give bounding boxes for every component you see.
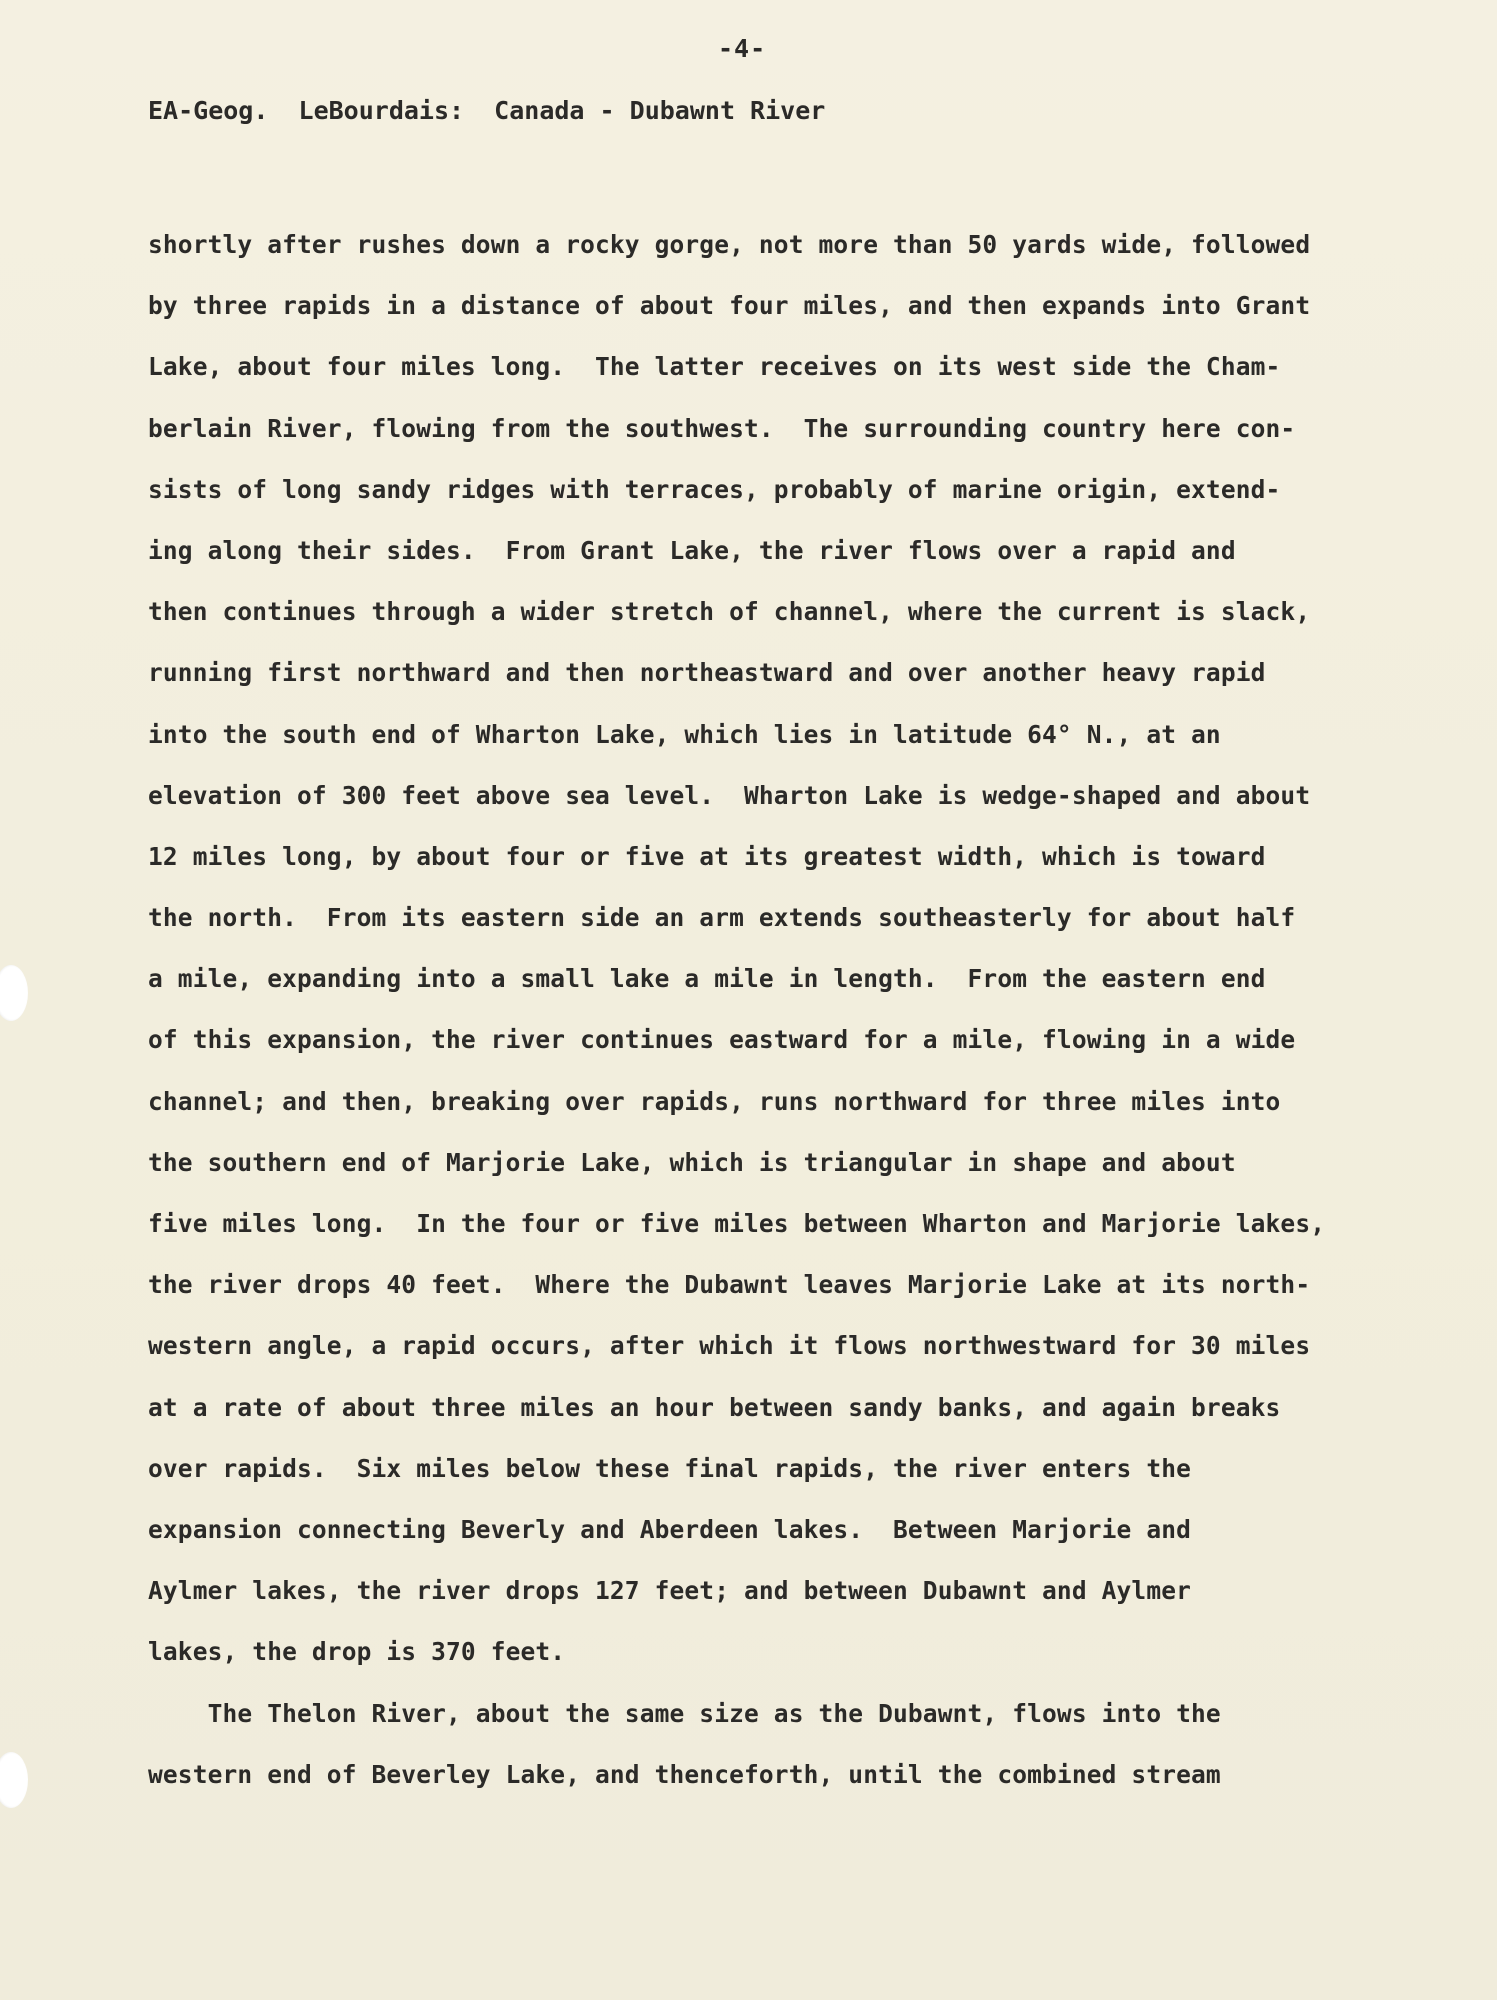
text-line: Lake, about four miles long. The latter receives on its west side the Cham- xyxy=(148,352,1281,382)
text-line: five miles long. In the four or five miles between Wharton and Marjorie lakes, xyxy=(148,1209,1326,1238)
text-line: western end of Beverley Lake, and thenceforth, until the combined stream xyxy=(148,1759,1221,1789)
text-line: the southern end of Marjorie Lake, which is triangular in shape and about xyxy=(148,1147,1236,1177)
text-line: 12 miles long, by about four or five at its greatest width, which is toward xyxy=(148,841,1266,871)
page-number: -4- xyxy=(718,34,767,63)
text-line: expansion connecting Beverly and Aberdeen lakes. Between Marjorie and xyxy=(148,1514,1192,1544)
text-line: The Thelon River, about the same size as the Dubawnt, flows into the xyxy=(148,1698,1221,1728)
text-line: western angle, a rapid occurs, after which it flows northwestward for 30 miles xyxy=(148,1331,1311,1361)
text-line: then continues through a wider stretch of channel, where the current is slack, xyxy=(148,597,1311,627)
text-line: elevation of 300 feet above sea level. Wharton Lake is wedge-shaped and about xyxy=(148,780,1311,810)
text-line: ing along their sides. From Grant Lake, the river flows over a rapid and xyxy=(148,535,1236,565)
text-line: the north. From its eastern side an arm extends southeasterly for about half xyxy=(148,903,1296,933)
running-header: EA-Geog. LeBourdais: Canada - Dubawnt River xyxy=(148,96,826,125)
text-line: lakes, the drop is 370 feet. xyxy=(148,1637,566,1667)
text-line: running first northward and then northeastward and over another heavy rapid xyxy=(148,658,1266,688)
text-line: sists of long sandy ridges with terraces, probably of marine origin, extend- xyxy=(148,474,1281,504)
text-line: a mile, expanding into a small lake a mile in length. From the eastern end xyxy=(148,964,1266,994)
punch-hole-bottom xyxy=(0,1752,28,1808)
text-line: channel; and then, breaking over rapids, runs northward for three miles into xyxy=(148,1086,1281,1116)
text-line: at a rate of about three miles an hour between sandy banks, and again breaks xyxy=(148,1392,1281,1422)
text-line: by three rapids in a distance of about four miles, and then expands into Grant xyxy=(148,291,1311,321)
text-line: berlain River, flowing from the southwest. The surrounding country here con- xyxy=(148,413,1296,443)
text-line: the river drops 40 feet. Where the Dubawnt leaves Marjorie Lake at its north- xyxy=(148,1270,1311,1300)
text-line: into the south end of Wharton Lake, which lies in latitude 64° N., at an xyxy=(148,719,1221,749)
text-line: of this expansion, the river continues eastward for a mile, flowing in a wide xyxy=(148,1025,1296,1055)
text-line: shortly after rushes down a rocky gorge, not more than 50 yards wide, followed xyxy=(148,230,1311,259)
text-line: over rapids. Six miles below these final rapids, the river enters the xyxy=(148,1453,1192,1483)
punch-hole-top xyxy=(0,965,28,1021)
body-text xyxy=(148,214,1378,1805)
text-line: Aylmer lakes, the river drops 127 feet; and between Dubawnt and Aylmer xyxy=(148,1576,1192,1606)
